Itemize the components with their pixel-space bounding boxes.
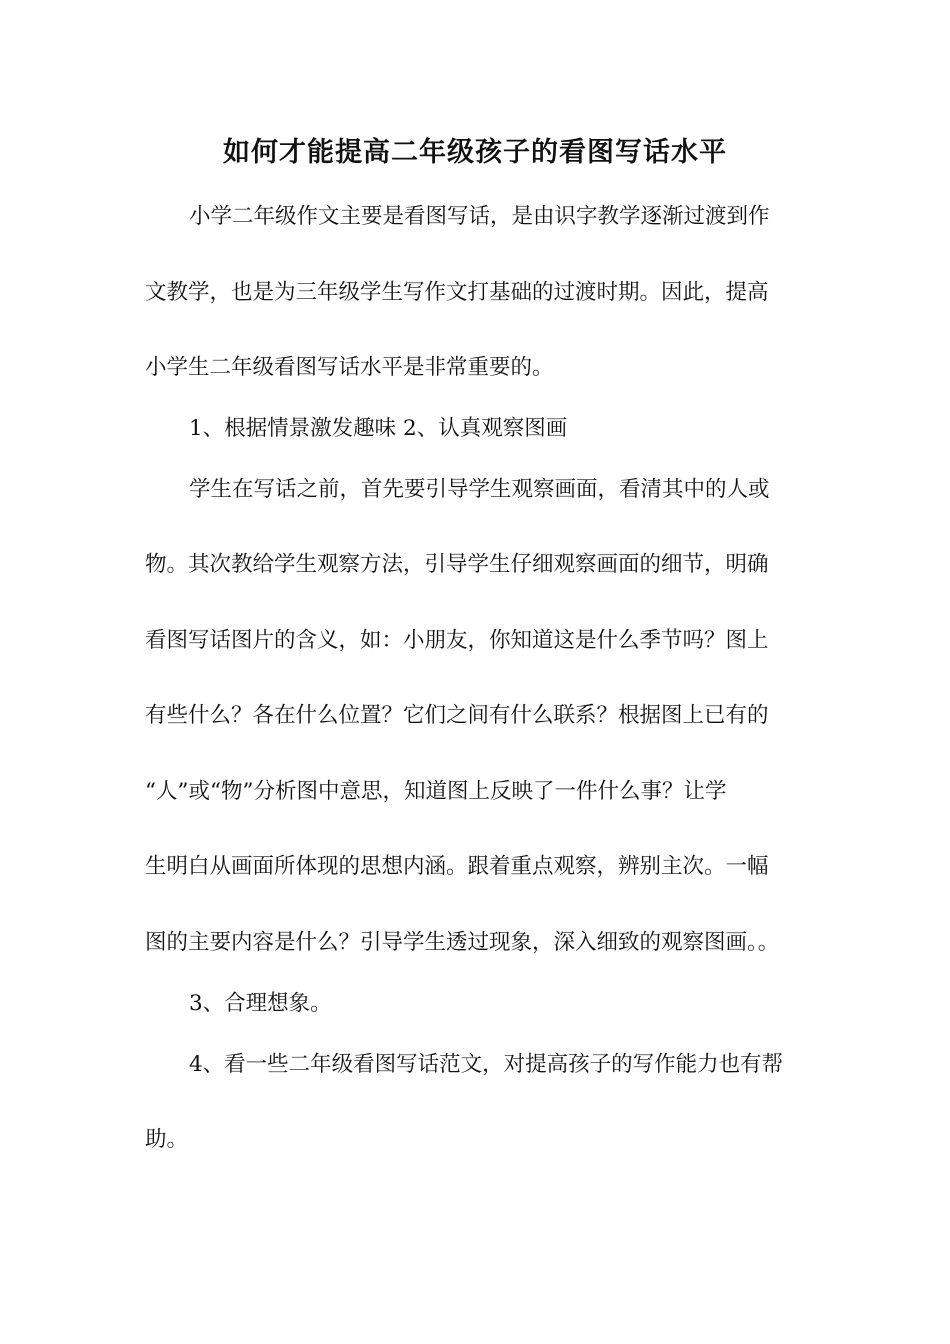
paragraph-line: 生明白从画面所体现的思想内涵。跟着重点观察，辨别主次。一幅 [145,854,769,879]
paragraph-line: 助。 [145,1127,189,1152]
list-item: 1、根据情景激发趣味 2、认真观察图画 [189,416,568,441]
paragraph-line: 有些什么？各在什么位置？它们之间有什么联系？根据图上已有的 [145,703,769,728]
paragraph-line: 物。其次教给学生观察方法，引导学生仔细观察画面的细节，明确 [145,552,769,577]
list-item: 3、合理想象。 [189,991,332,1016]
paragraph-line: 看图写话图片的含义，如：小朋友，你知道这是什么季节吗？图上 [145,628,769,653]
paragraph-line: 图的主要内容是什么？引导学生透过现象，深入细致的观察图画。。 [145,930,780,955]
paragraph-line: 学生在写话之前，首先要引导学生观察画面，看清其中的人或 [189,477,770,502]
list-item: 4、看一些二年级看图写话范文，对提高孩子的写作能力也有帮 [189,1052,784,1077]
paragraph-line: 小学生二年级看图写话水平是非常重要的。 [145,355,554,380]
document-title: 如何才能提高二年级孩子的看图写话水平 [223,137,727,168]
paragraph-line: 文教学，也是为三年级学生写作文打基础的过渡时期。因此，提高 [145,280,769,305]
paragraph-line: 小学二年级作文主要是看图写话，是由识字教学逐渐过渡到作 [189,204,770,229]
paragraph-line: “人”或“物”分析图中意思，知道图上反映了一件什么事？让学 [145,779,727,804]
